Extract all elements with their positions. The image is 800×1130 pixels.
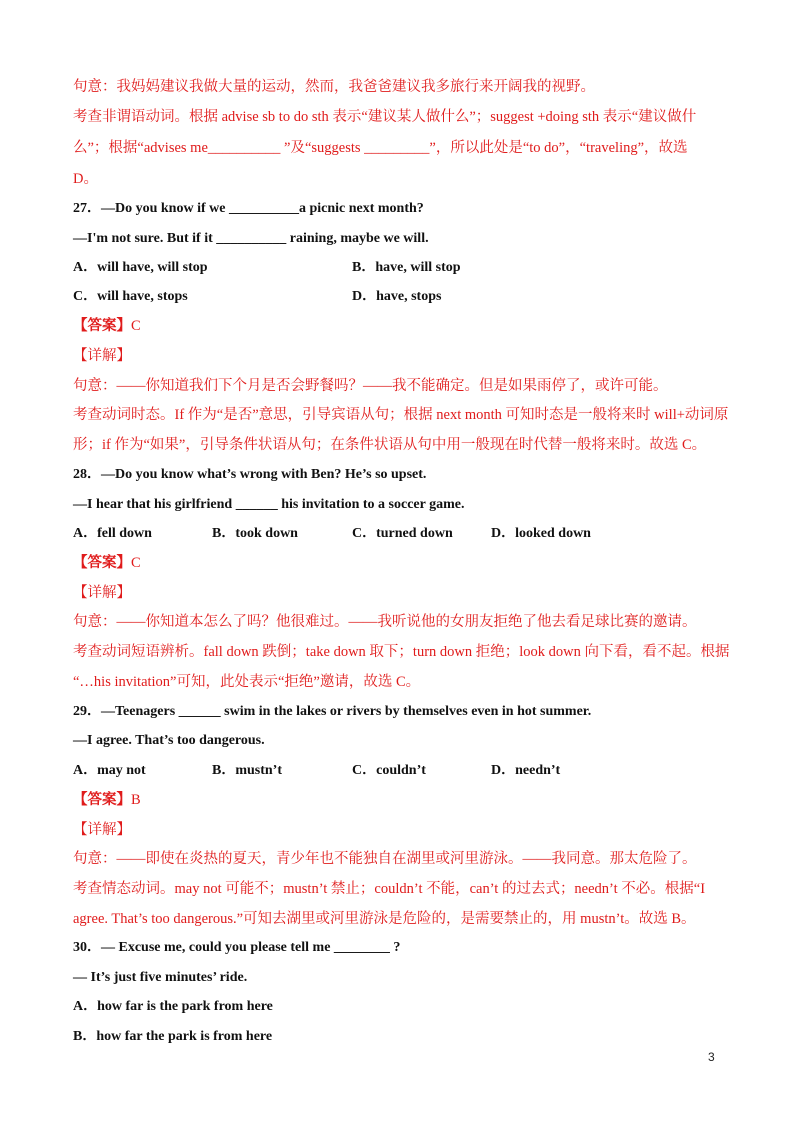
q27-explain-line-2: 形；if 作为“如果”，引导条件状语从句；在条件状语从句中用一般现在时代替一般将来时。故选 C。	[73, 437, 707, 453]
q27-option-a: A．will have, will stop	[73, 260, 208, 275]
answer-value: B	[131, 792, 141, 808]
q29-option-d: D．needn’t	[491, 763, 561, 778]
q28-answer	[73, 556, 141, 571]
q29-stem-2: —I agree. That’s too dangerous.	[73, 733, 265, 748]
answer-label: 【答案】	[73, 318, 131, 334]
q27-option-d: D．have, stops	[352, 289, 442, 304]
q26-meaning: 句意：我妈妈建议我做大量的运动，然而，我爸爸建议我多旅行来开阔我的视野。	[73, 79, 595, 95]
q27-meaning: 句意：——你知道我们下个月是否会野餐吗？——我不能确定。但是如果雨停了，或许可能。	[73, 378, 668, 394]
q30-stem-2: — It’s just five minutes’ ride.	[73, 970, 248, 985]
q30-stem-1: 30．— Excuse me, could you please tell me ________ ?	[73, 940, 401, 955]
q29-explain-line-1: 考查情态动词。may not 可能不；mustn’t 禁止；couldn’t 不能，can’t 的过去式；needn’t 不必。根据“I	[73, 881, 706, 897]
q27-stem-1: 27．—Do you know if we __________a picnic next month?	[73, 201, 424, 216]
q27-detail-label: 【详解】	[73, 348, 131, 364]
q29-detail-label: 【详解】	[73, 822, 131, 838]
answer-label: 【答案】	[73, 555, 131, 571]
answer-value: C	[131, 555, 141, 571]
q29-explain-line-2: agree. That’s too dangerous.”可知去湖里或河里游泳是危险的，是需要禁止的，用 mustn’t。故选 B。	[73, 911, 696, 927]
answer-label: 【答案】	[73, 792, 131, 808]
q30-option-b: B．how far the park is from here	[73, 1029, 273, 1044]
q29-option-a: A．may not	[73, 763, 146, 778]
q27-option-b: B．have, will stop	[352, 260, 461, 275]
q28-explain-line-2: “…his invitation”可知，此处表示“拒绝”邀请，故选 C。	[73, 674, 421, 690]
q28-detail-label: 【详解】	[73, 585, 131, 601]
q29-stem-1: 29．—Teenagers ______ swim in the lakes or rivers by themselves even in hot summer.	[73, 704, 592, 719]
q28-stem-2: —I hear that his girlfriend ______ his invitation to a soccer game.	[73, 497, 465, 512]
q27-option-c: C．will have, stops	[73, 289, 188, 304]
q29-answer	[73, 793, 141, 808]
q30-option-a: A．how far is the park from here	[73, 999, 273, 1014]
q26-explain-line-2: 么”；根据“advises me__________ ”及“suggests _________”，所以此处是“to do”，“traveling”，故选	[73, 140, 688, 156]
q29-option-b: B．mustn’t	[212, 763, 283, 778]
q27-answer	[73, 319, 141, 334]
q28-option-a: A．fell down	[73, 526, 152, 541]
q27-stem-2: —I'm not sure. But if it __________ raining, maybe we will.	[73, 231, 429, 246]
q26-explain-line-3: D。	[73, 171, 98, 187]
q28-meaning: 句意：——你知道本怎么了吗？他很难过。——我听说他的女朋友拒绝了他去看足球比赛的邀请。	[73, 614, 697, 630]
answer-value: C	[131, 318, 141, 334]
q28-option-b: B．took down	[212, 526, 298, 541]
q26-explain-line-1: 考查非谓语动词。根据 advise sb to do sth 表示“建议某人做什么”；suggest +doing sth 表示“建议做什	[73, 109, 697, 125]
q27-explain-line-1: 考查动词时态。If 作为“是否”意思，引导宾语从句；根据 next month 可知时态是一般将来时 will+动词原	[73, 407, 729, 423]
q28-option-d: D．looked down	[491, 526, 591, 541]
q28-option-c: C．turned down	[352, 526, 453, 541]
page-number: 3	[708, 1050, 715, 1064]
q28-explain-line-1: 考查动词短语辨析。fall down 跌倒；take down 取下；turn down 拒绝；look down 向下看，看不起。根据	[73, 644, 730, 660]
q29-option-c: C．couldn’t	[352, 763, 426, 778]
q29-meaning: 句意：——即使在炎热的夏天，青少年也不能独自在湖里或河里游泳。——我同意。那太危险了。	[73, 851, 697, 867]
q28-stem-1: 28．—Do you know what’s wrong with Ben? He’s so upset.	[73, 467, 427, 482]
